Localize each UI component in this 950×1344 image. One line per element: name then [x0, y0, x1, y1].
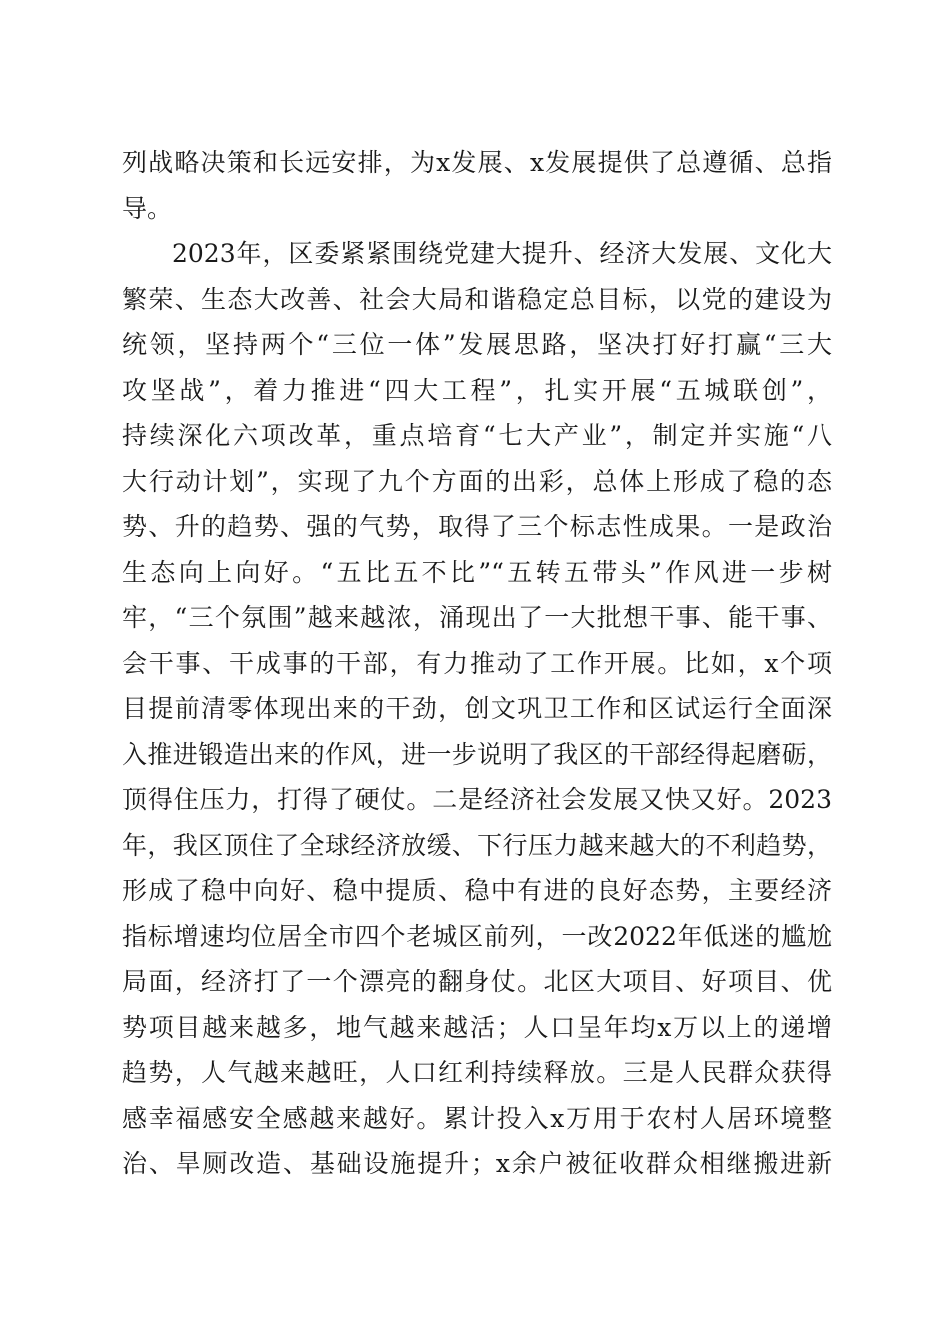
text-line: 治、旱厕改造、基础设施提升；x余户被征收群众相继搬进新: [122, 1149, 832, 1178]
text-line: 趋势，人气越来越旺，人口红利持续释放。三是人民群众获得: [122, 1058, 832, 1087]
text-line: 攻坚战”，着力推进“四大工程”，扎实开展“五城联创”，: [122, 375, 832, 405]
text-line: 形成了稳中向好、稳中提质、稳中有进的良好态势，主要经济: [122, 876, 832, 905]
text-line: 目提前清零体现出来的干劲，创文巩卫工作和区试运行全面深: [122, 694, 832, 723]
text-line: 势项目越来越多，地气越来越活；人口呈年均x万以上的递增: [122, 1012, 832, 1042]
text-line: 顶得住压力，打得了硬仗。二是经济社会发展又快又好。2023: [122, 785, 832, 814]
text-line: 指标增速均位居全市四个老城区前列，一改2022年低迷的尴尬: [122, 921, 832, 951]
text-line: 势、升的趋势、强的气势，取得了三个标志性成果。一是政治: [122, 512, 832, 541]
text-line: 持续深化六项改革，重点培育“七大产业”，制定并实施“八: [122, 421, 832, 450]
text-line: 繁荣、生态大改善、社会大局和谐稳定总目标，以党的建设为: [122, 284, 832, 314]
text-line: 列战略决策和长远安排，为x发展、x发展提供了总遵循、总指: [122, 148, 832, 177]
text-line: 导。: [122, 193, 173, 223]
text-line: 年，我区顶住了全球经济放缓、下行压力越来越大的不利趋势，: [122, 830, 832, 860]
text-line: 统领，坚持两个“三位一体”发展思路，坚决打好打赢“三大: [122, 330, 832, 359]
text-line: 局面，经济打了一个漂亮的翻身仗。北区大项目、好项目、优: [122, 967, 832, 996]
text-line: 生态向上向好。“五比五不比”“五转五带头”作风进一步树: [122, 557, 832, 587]
text-line: 入推进锻造出来的作风，进一步说明了我区的干部经得起磨砺，: [122, 739, 832, 769]
document-body: [122, 140, 832, 1187]
text-line: 会干事、干成事的干部，有力推动了工作开展。比如，x个项: [122, 648, 832, 678]
text-line: 大行动计划”，实现了九个方面的出彩，总体上形成了稳的态: [122, 466, 832, 496]
text-line: 感幸福感安全感越来越好。累计投入x万用于农村人居环境整: [122, 1103, 832, 1133]
text-line: 牢，“三个氛围”越来越浓，涌现出了一大批想干事、能干事、: [122, 603, 832, 632]
paragraph-first-line: 2023年，区委紧紧围绕党建大提升、经济大发展、文化大: [172, 239, 832, 268]
